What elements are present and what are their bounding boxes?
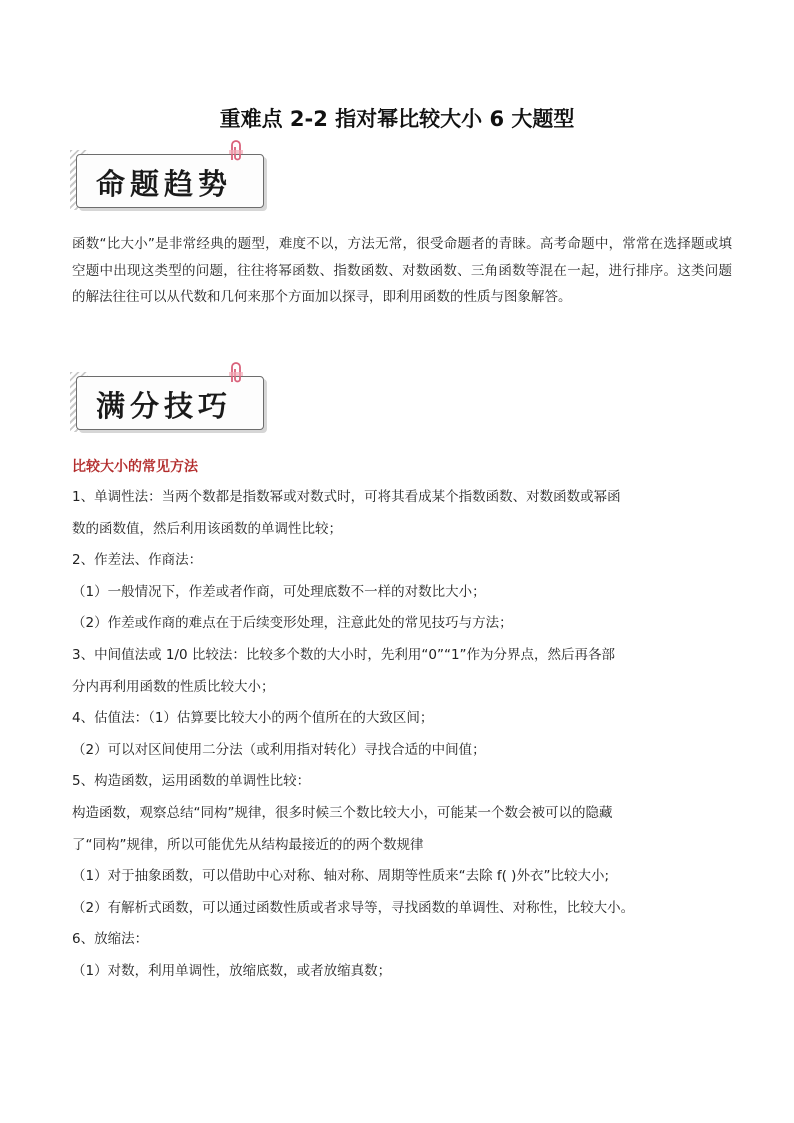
method-line: 了“同构”规律，所以可能优先从结构最接近的的两个数规律: [72, 836, 424, 853]
method-line: 5、构造函数，运用函数的单调性比较：: [72, 773, 311, 790]
method-line: （1）对于抽象函数，可以借助中心对称、轴对称、周期等性质来“去除 f( )外衣”比较大小;: [72, 868, 609, 885]
method-line: （1）一般情况下，作差或者作商，可处理底数不一样的对数比大小；: [72, 583, 486, 600]
paperclip-icon: [226, 140, 246, 162]
method-line: 1、单调性法：当两个数都是指数幂或对数式时，可将其看成某个指数函数、对数函数或幂函: [72, 489, 621, 505]
method-line: 3、中间值法或 1/0 比较法：比较多个数的大小时，先利用“0”“1”作为分界点，然后再各部: [72, 646, 616, 663]
methods-list: [72, 482, 732, 988]
banner-label: 满分技巧: [96, 389, 233, 423]
page-title: 重难点 2-2 指对幂比较大小 6 大题型: [219, 107, 575, 131]
method-line: （2）有解析式函数，可以通过函数性质或者求导等，寻找函数的单调性、对称性，比较大小。: [72, 899, 635, 916]
method-line: 数的函数值，然后利用该函数的单调性比较；: [72, 520, 342, 537]
method-line: 2、作差法、作商法：: [72, 552, 203, 569]
section-banner-skills: [68, 370, 266, 434]
method-line: 构造函数，观察总结“同构”规律，很多时候三个数比较大小，可能某一个数会被可以的隐藏: [72, 804, 613, 821]
method-line: 分内再利用函数的性质比较大小；: [72, 678, 275, 695]
method-line: （2）作差或作商的难点在于后续变形处理，注意此处的常见技巧与方法；: [72, 615, 513, 632]
method-line: （1）对数，利用单调性，放缩底数，或者放缩真数；: [72, 962, 392, 979]
method-line: 4、估值法：（1）估算要比较大小的两个值所在的大致区间；: [72, 710, 434, 727]
trend-paragraph: 函数“比大小”是非常经典的题型，难度不以，方法无常，很受命题者的青睐。高考命题中，常常在选择题或填空题中出现这类型的问题，往往将幂函数、指数函数、对数函数、三角函数等混在一起，进行排序。这类问题的解法往往可以从代数和几何来那个方面加以探寻，即利用函数的性质与图象解答。: [72, 236, 732, 305]
paperclip-icon: [226, 362, 246, 384]
method-line: 6、放缩法：: [72, 931, 149, 948]
banner-label: 命题趋势: [96, 167, 233, 201]
method-line: （2）可以对区间使用二分法（或利用指对转化）寻找合适的中间值；: [72, 741, 486, 758]
methods-heading: 比较大小的常见方法: [72, 459, 198, 475]
section-banner-trend: [68, 148, 266, 212]
